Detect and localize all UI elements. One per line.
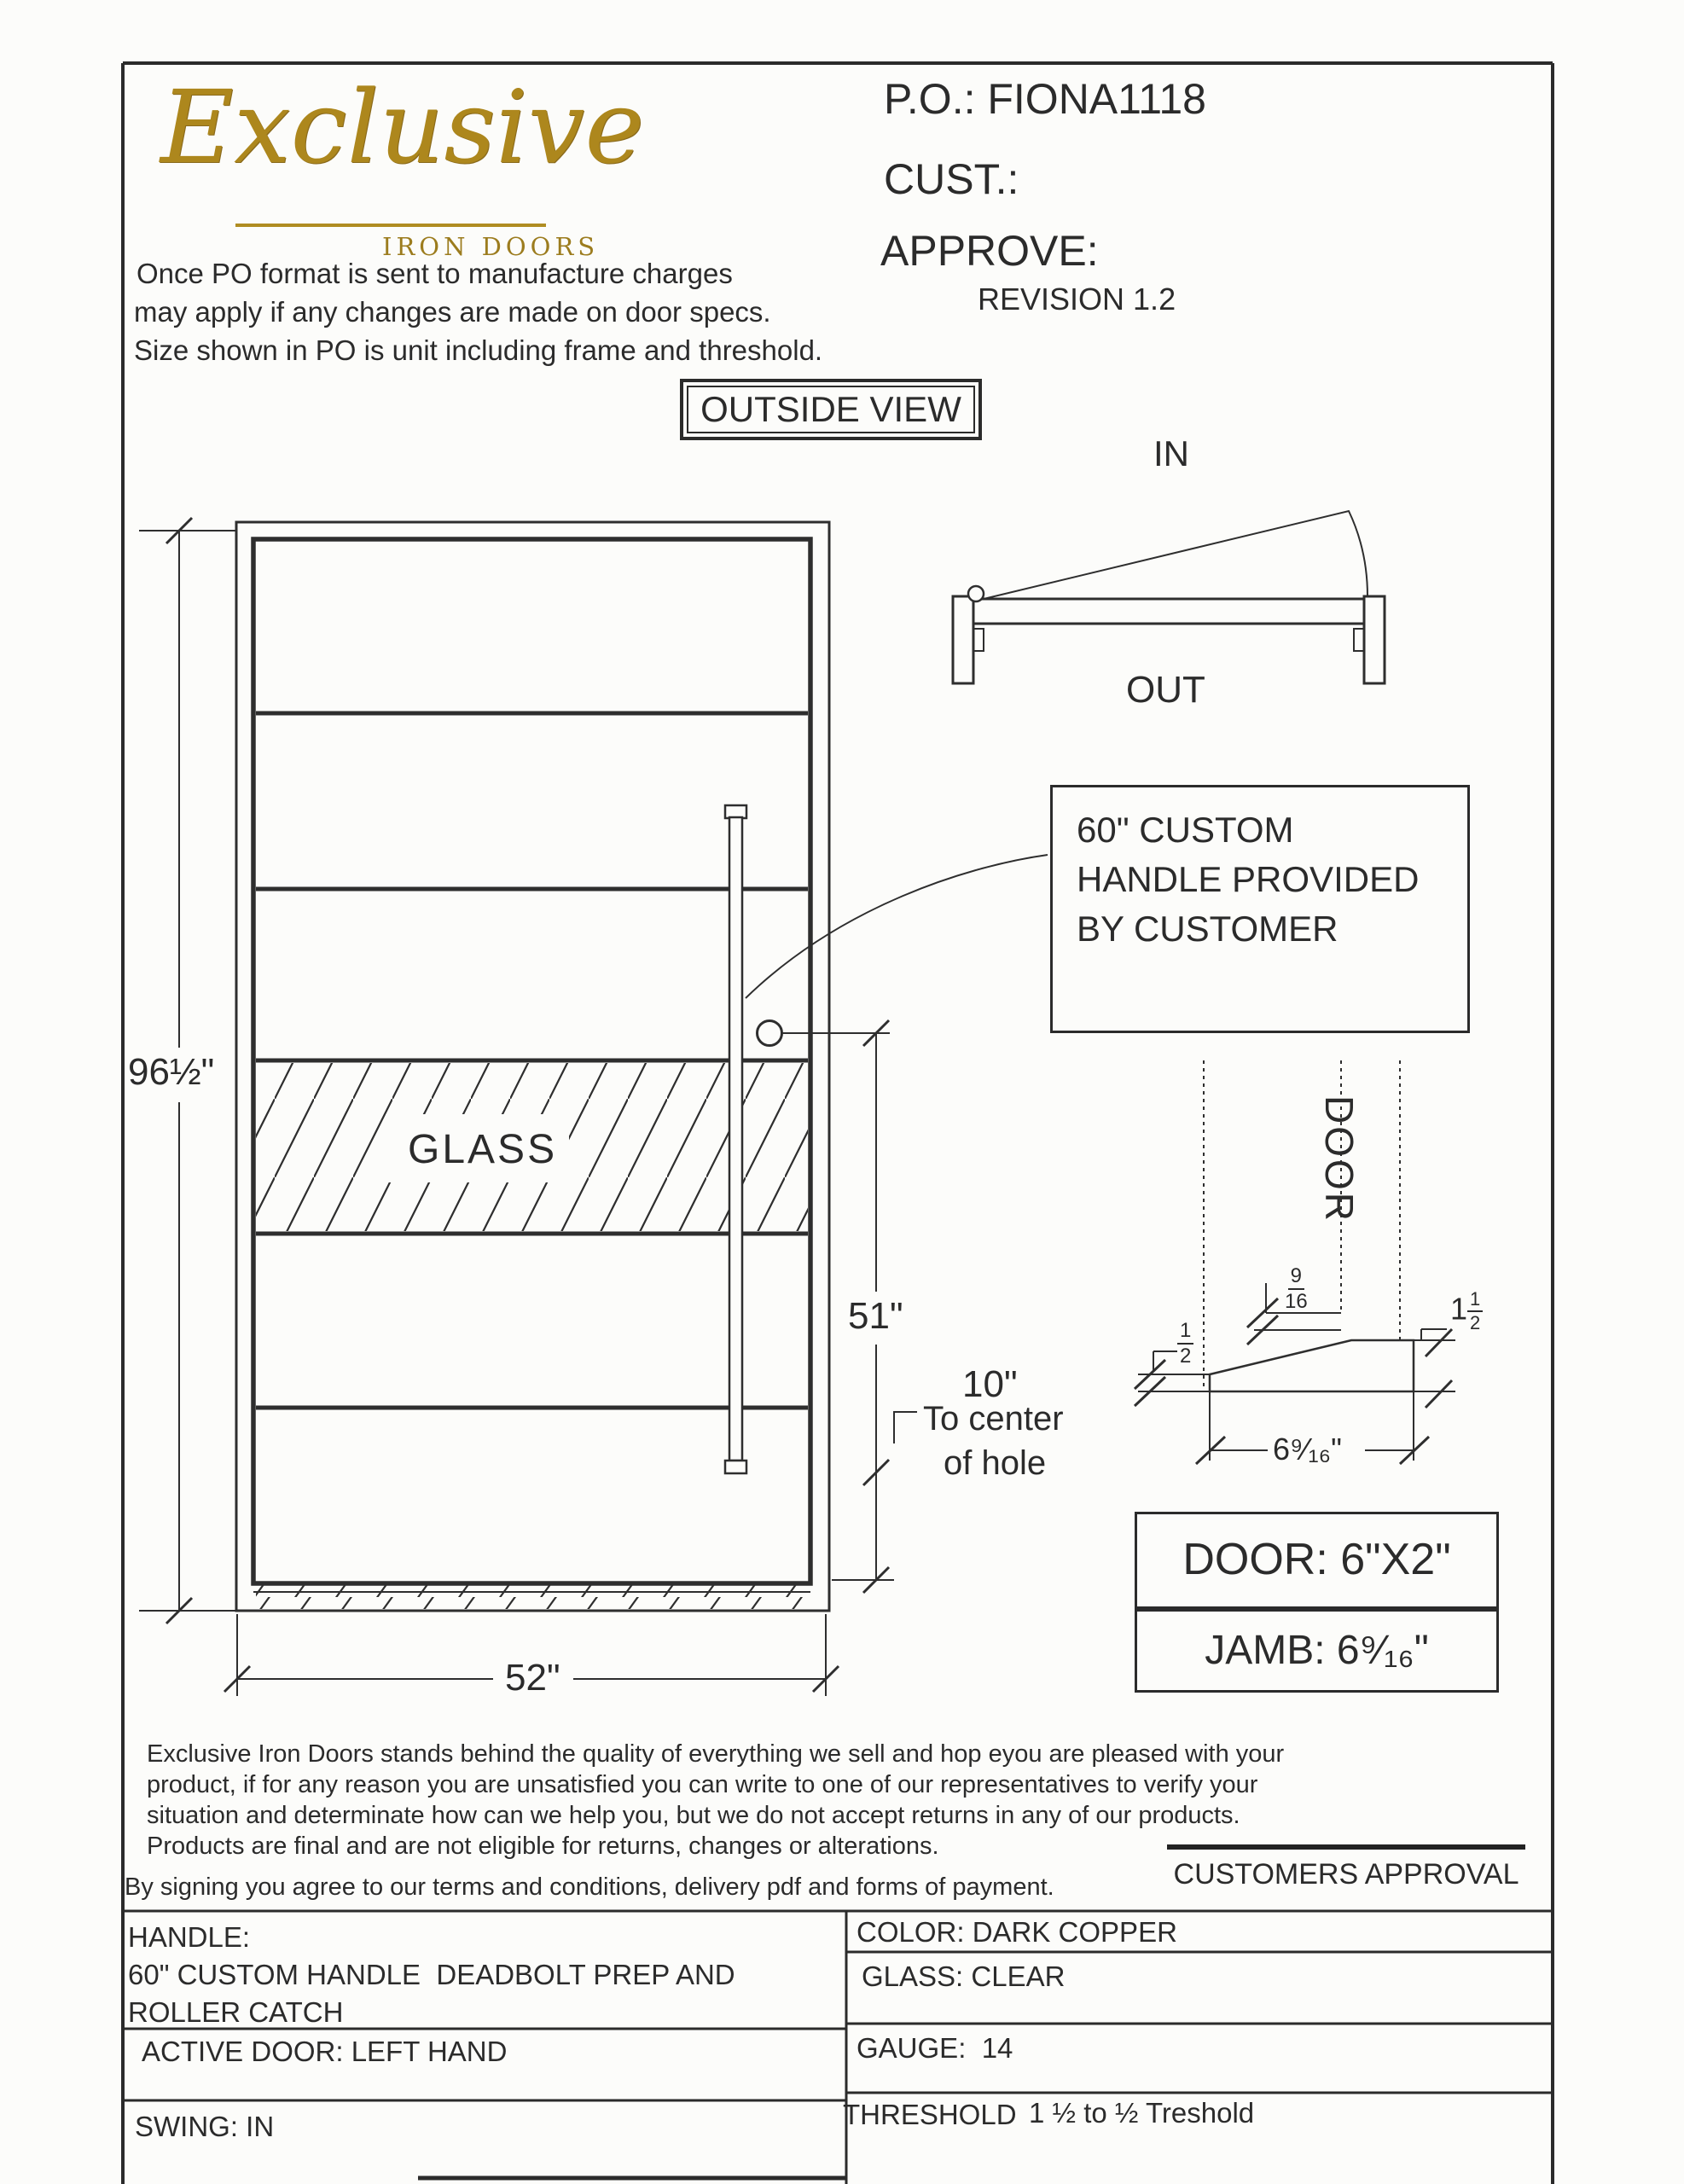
door-size-box [1135, 1512, 1499, 1609]
handle-callout-line-2: HANDLE PROVIDED [1077, 859, 1420, 899]
gap-fraction-denominator: 16 [1285, 1290, 1308, 1313]
table-handle-desc-1: 60" CUSTOM HANDLE DEADBOLT PREP AND [128, 1959, 735, 1990]
signing-agreement-line: By signing you agree to our terms and conditions, delivery pdf and forms of payment. [125, 1873, 1054, 1901]
jamb-width-dimension: 6⁹⁄₁₆" [1273, 1432, 1342, 1467]
door-elevation [236, 522, 829, 1611]
table-threshold-label: THRESHOLD [843, 2099, 1017, 2130]
logo-script: Exclusive [160, 68, 645, 186]
notice-line-1: Once PO format is sent to manufacture charges [136, 258, 733, 289]
hole-note-line-2: of hole [944, 1444, 1047, 1482]
door-height-dimension: 96½" [128, 1051, 215, 1093]
swing-out-label: OUT [1126, 669, 1205, 711]
threshold-height-denominator: 2 [1470, 1312, 1481, 1333]
hole-note-line-1: To center [923, 1400, 1064, 1438]
threshold-height-numerator: 1 [1467, 1290, 1483, 1312]
jamb-detail-door-label: DOOR [1317, 1095, 1362, 1223]
jamb-size-box [1135, 1609, 1499, 1693]
revision-label: REVISION 1.2 [978, 282, 1176, 317]
door-width-dimension: 52" [505, 1657, 560, 1699]
table-active-door: ACTIVE DOOR: LEFT HAND [142, 2036, 508, 2067]
jamb-size-label: JAMB: 6⁹⁄₁₆" [1205, 1628, 1429, 1674]
reveal-fraction-denominator: 2 [1180, 1345, 1192, 1368]
swing-diagram-lines [953, 511, 1385, 683]
reveal-fraction-numerator: 1 [1177, 1321, 1193, 1345]
table-glass: GLASS: CLEAR [862, 1960, 1066, 1992]
swing-in-label: IN [1153, 433, 1189, 473]
warranty-line-4: Products are final and are not eligible for returns, changes or alterations. [147, 1833, 939, 1860]
customer-field: CUST.: [884, 155, 1019, 203]
gap-fraction-numerator: 9 [1288, 1266, 1304, 1290]
table-handle-desc-2: ROLLER CATCH [128, 1996, 344, 2028]
handle-height-dimension: 51" [848, 1295, 903, 1337]
door-size-label: DOOR: 6"X2" [1182, 1535, 1451, 1585]
handle-callout-line-3: BY CUSTOMER [1077, 909, 1338, 949]
jamb-detail-lines [1135, 1060, 1455, 1464]
reveal-fraction [1177, 1321, 1193, 1367]
outside-view-stamp [680, 379, 982, 440]
table-swing: SWING: IN [135, 2111, 275, 2142]
glass-label: GLASS [408, 1127, 558, 1172]
table-gauge: GAUGE: 14 [857, 2032, 1013, 2064]
logo-underline [235, 224, 546, 227]
handle-callout-line-1: 60" CUSTOM [1077, 810, 1294, 850]
warranty-line-3: situation and determinate how can we help you, but we do not accept returns in any of our products. [147, 1802, 1240, 1829]
approve-field: APPROVE: [880, 227, 1099, 275]
warranty-line-2: product, if for any reason you are unsatisfied you can write to one of our representatives to verify your [147, 1771, 1258, 1798]
notice-line-3: Size shown in PO is unit including frame and threshold. [134, 334, 823, 366]
table-threshold-value: 1 ½ to ½ Treshold [1029, 2097, 1255, 2129]
outside-view-label: OUTSIDE VIEW [700, 388, 961, 429]
notice-line-2: may apply if any changes are made on door specs. [134, 296, 771, 328]
gap-fraction [1285, 1266, 1308, 1312]
po-number: P.O.: FIONA1118 [884, 75, 1206, 123]
customers-approval-label: CUSTOMERS APPROVAL [1173, 1858, 1519, 1891]
hole-offset-dimension: 10" [962, 1363, 1018, 1405]
approval-signature-line[interactable] [1167, 1844, 1525, 1850]
threshold-height-dimension [1450, 1290, 1483, 1333]
handle-callout-box [1050, 785, 1470, 1033]
warranty-line-1: Exclusive Iron Doors stands behind the quality of everything we sell and hop eyou are pleased with your [147, 1740, 1285, 1768]
callout-leader-line [746, 855, 1048, 998]
threshold-height-whole: 1 [1450, 1291, 1468, 1327]
table-handle-label: HANDLE: [128, 1921, 251, 1953]
table-color: COLOR: DARK COPPER [857, 1916, 1177, 1948]
logo-subtitle: IRON DOORS [382, 232, 600, 261]
